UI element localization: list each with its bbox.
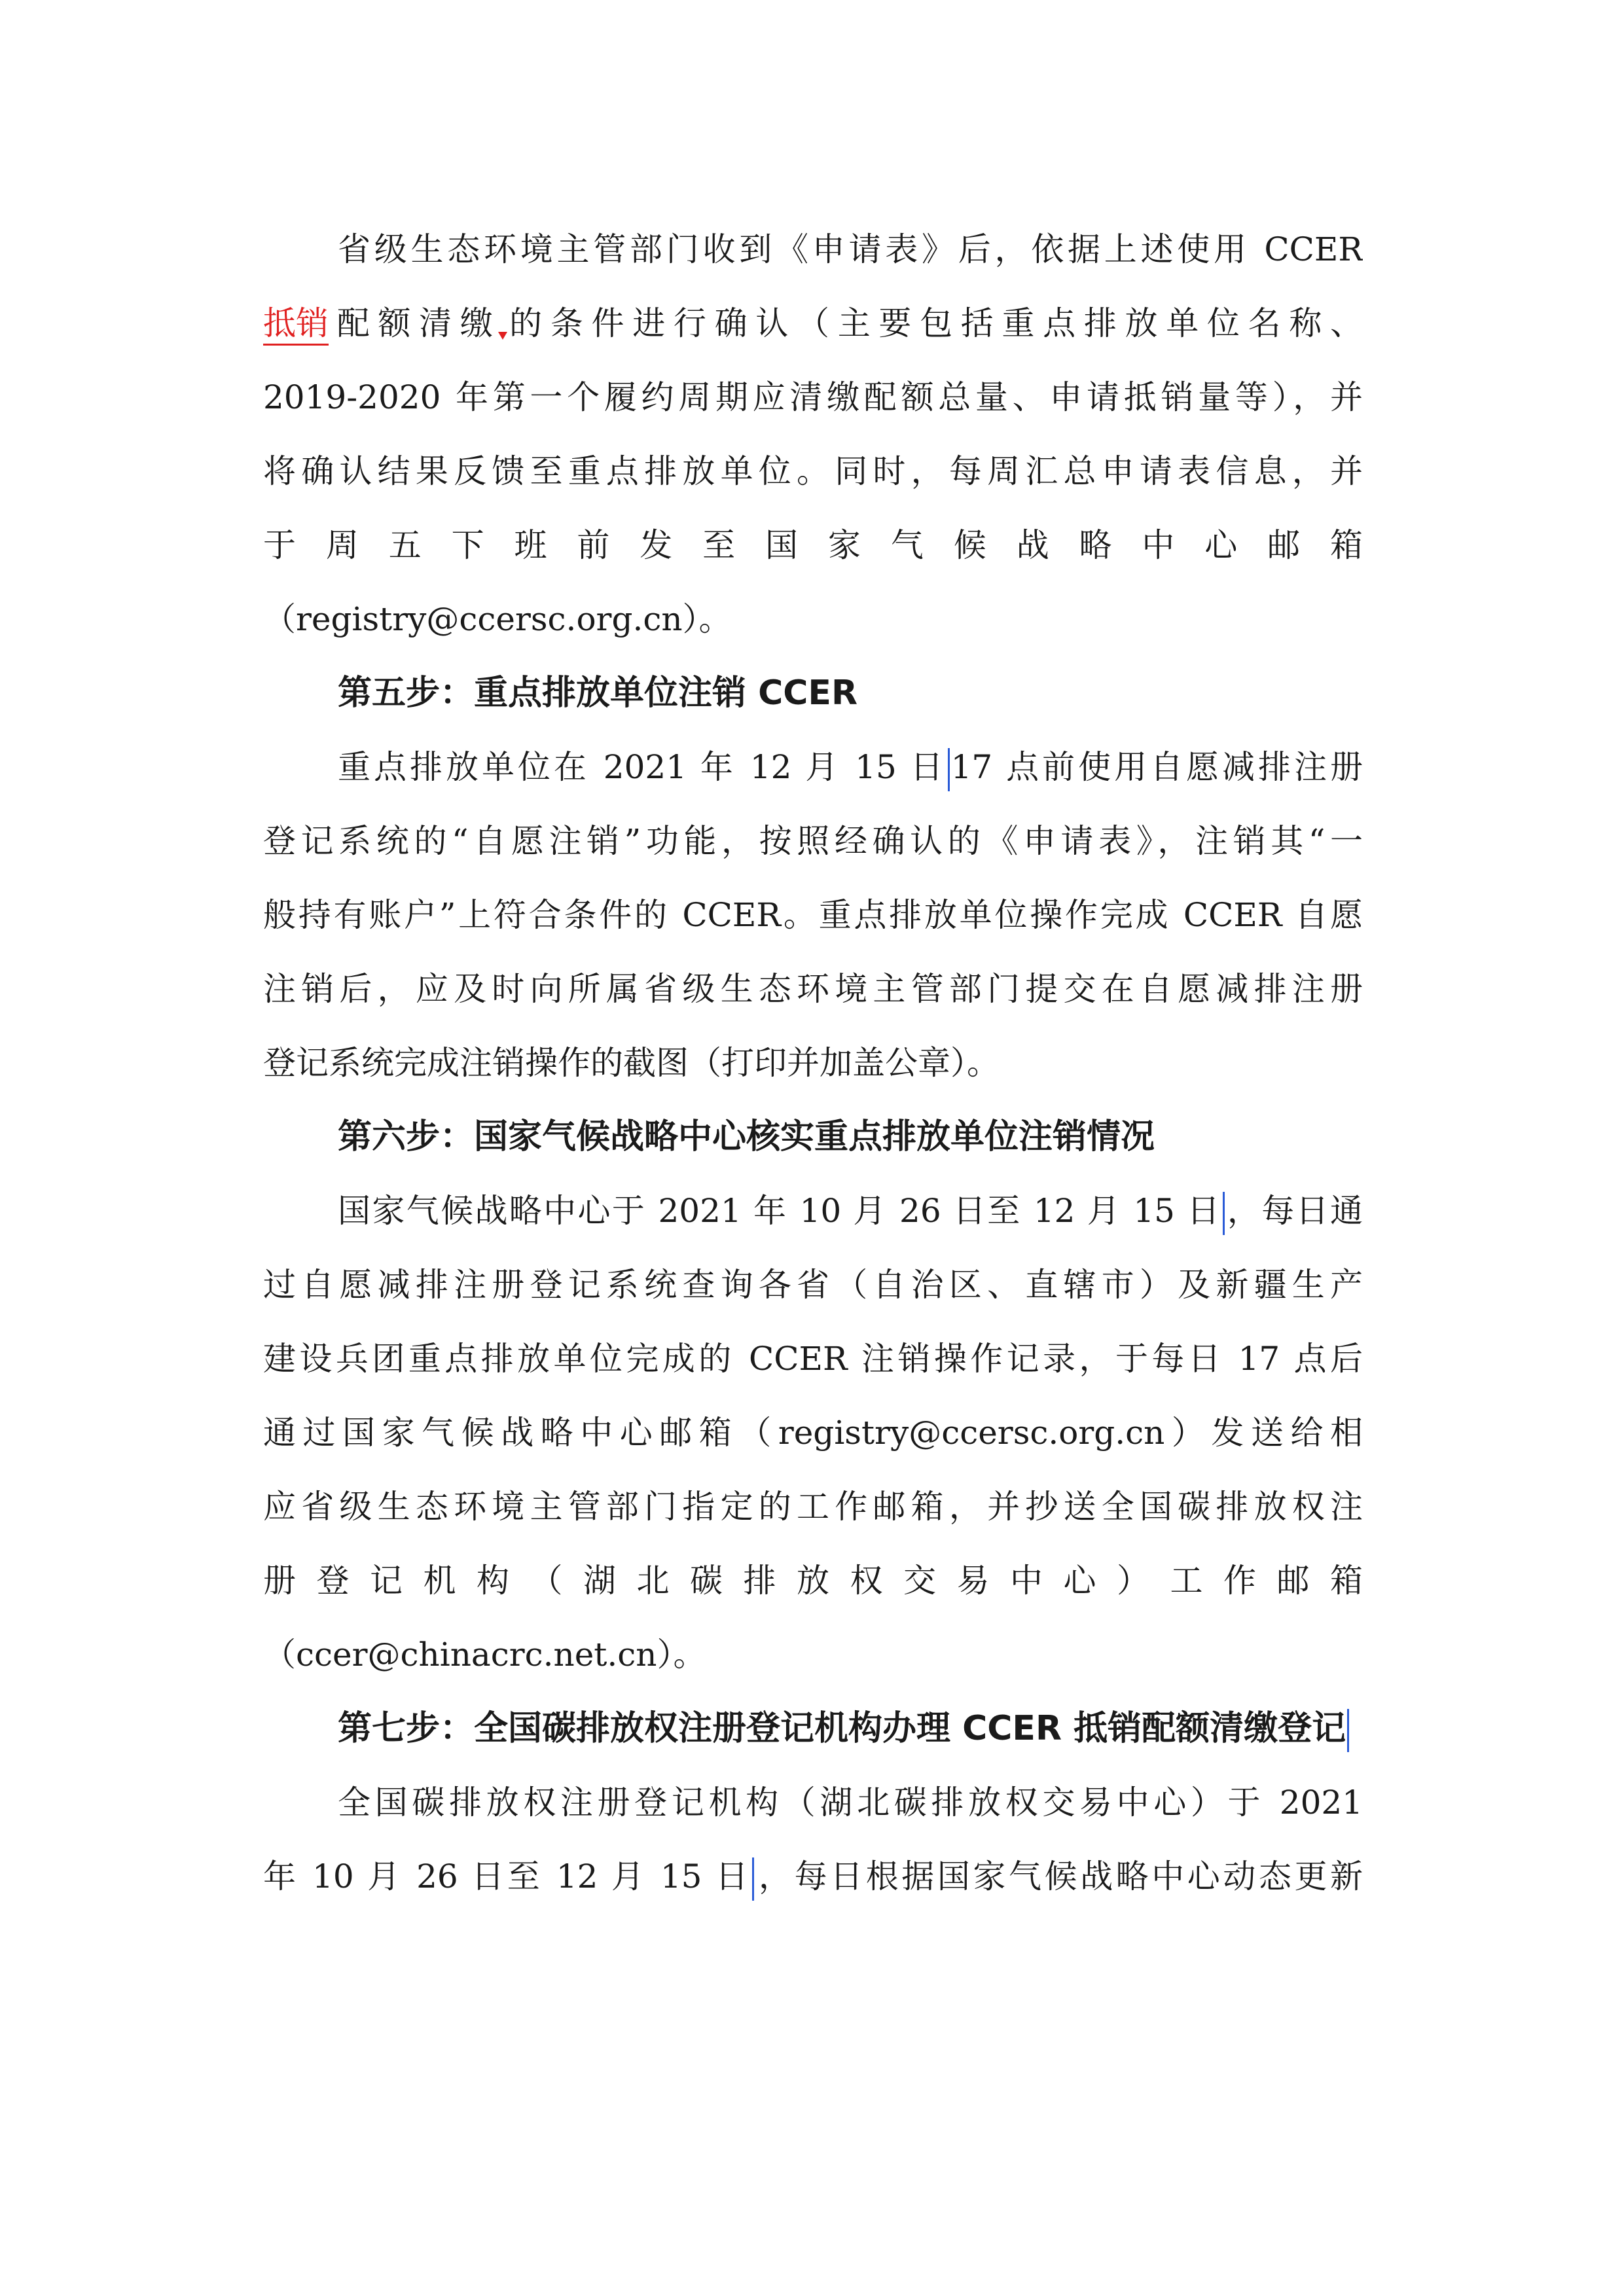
paragraph-text: ，每日根据国家气候战略中心动态更新 [755, 1857, 1363, 1895]
paragraph-line: 将确认结果反馈至重点排放单位。同时，每周汇总申请表信息，并 [263, 452, 1363, 490]
step6-heading: 第六步：国家气候战略中心核实重点排放单位注销情况 [338, 1117, 1155, 1157]
text-cursor-icon [948, 748, 950, 791]
text-cursor-icon [1347, 1709, 1349, 1752]
text-cursor-icon [752, 1857, 754, 1901]
paragraph-text: ，每日通 [1225, 1192, 1363, 1230]
paragraph-line: 通过国家气候战略中心邮箱（registry@ccersc.org.cn）发送给相 [263, 1414, 1363, 1452]
revision-mark[interactable]: 抵销 [263, 307, 329, 346]
paragraph-text: 17 点前使用自愿减排注册 [950, 748, 1363, 786]
paragraph-line [338, 1174, 1363, 1248]
paragraph-line [338, 730, 1363, 804]
paragraph-text: 的条件进行确认（主要包括重点排放单位名称、 [501, 304, 1363, 342]
paragraph-line: （ccer@chinacrc.net.cn）。 [263, 1636, 706, 1674]
step5-heading: 第五步：重点排放单位注销 CCER [338, 673, 857, 713]
paragraph-line: 省级生态环境主管部门收到《申请表》后，依据上述使用 CCER [338, 230, 1363, 268]
heading-text: 第七步：全国碳排放权注册登记机构办理 CCER 抵销配额清缴登记 [338, 1709, 1346, 1748]
paragraph-text: 年 10 月 26 日至 12 月 15 日 [263, 1857, 751, 1895]
paragraph-line [263, 287, 1363, 361]
step7-heading [338, 1692, 1363, 1766]
paragraph-line: 全国碳排放权注册登记机构（湖北碳排放权交易中心）于 2021 [338, 1784, 1363, 1821]
paragraph-text: 国家气候战略中心于 2021 年 10 月 26 日至 12 月 15 日 [338, 1192, 1221, 1230]
paragraph-line: 应省级生态环境主管部门指定的工作邮箱，并抄送全国碳排放权注 [263, 1488, 1363, 1526]
paragraph-line: 过自愿减排注册登记系统查询各省（自治区、直辖市）及新疆生产 [263, 1266, 1363, 1304]
text-cursor-icon [1223, 1192, 1225, 1235]
paragraph-line: 登记系统完成注销操作的截图（打印并加盖公章）。 [263, 1044, 1000, 1082]
paragraph-line [263, 1840, 1363, 1914]
paragraph-line: 登记系统的“自愿注销”功能，按照经确认的《申请表》，注销其“一 [263, 822, 1363, 860]
paragraph-line: 建设兵团重点排放单位完成的 CCER 注销操作记录，于每日 17 点后 [263, 1340, 1363, 1378]
paragraph-line: 2019-2020 年第一个履约周期应清缴配额总量、申请抵销量等），并 [263, 378, 1363, 416]
paragraph-text: 重点排放单位在 2021 年 12 月 15 日 [338, 748, 947, 786]
paragraph-line: 于 周 五 下 班 前 发 至 国 家 气 候 战 略 中 心 邮 箱 [263, 526, 1363, 564]
paragraph-line: 注销后，应及时向所属省级生态环境主管部门提交在自愿减排注册 [263, 970, 1363, 1008]
paragraph-line: 般持有账户”上符合条件的 CCER。重点排放单位操作完成 CCER 自愿 [263, 896, 1363, 934]
paragraph-text: 配额清缴 [329, 304, 501, 342]
paragraph-line: （registry@ccersc.org.cn）。 [263, 600, 732, 638]
paragraph-line: 册 登 记 机 构 （ 湖 北 碳 排 放 权 交 易 中 心 ） 工 作 邮 箱 [263, 1562, 1363, 1600]
